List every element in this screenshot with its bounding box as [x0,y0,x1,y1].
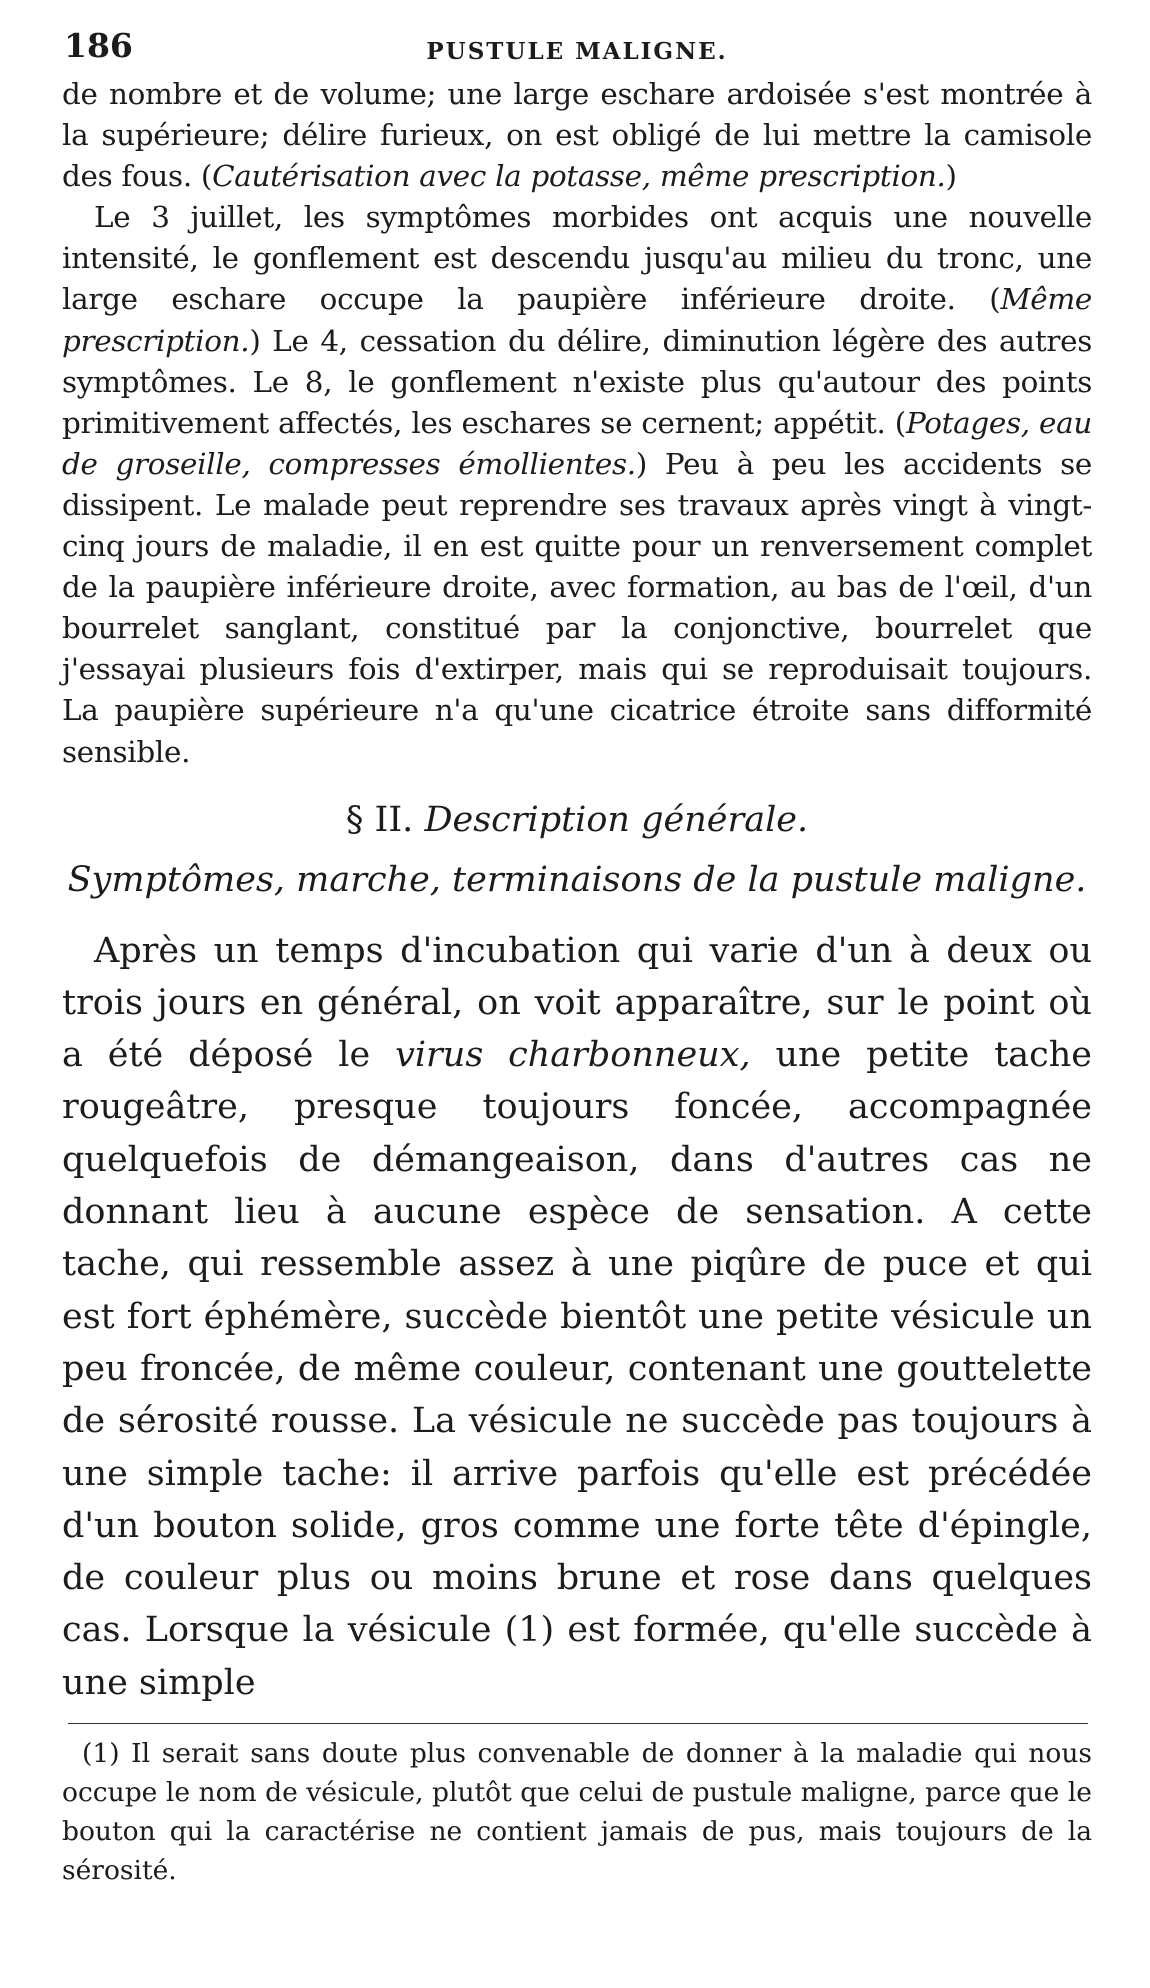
body-text: une petite tache rougeâtre, presque toujours foncée, accompagnée quelquefois de démangeaison, dans d'autres cas ne donnant lieu à aucune espèce de sensation. A cette tache, qui ressemble assez à une piqûre de puce et qui est fort éphémère, succède bientôt une petite vésicule un peu froncée, de même couleur, contenant une gouttelette de sérosité rousse. La vésicule ne succède pas toujours à une simple tache: il arrive parfois qu'elle est précédée d'un bouton solide, gros comme une forte tête d'épingle, de couleur plus ou moins brune et rose dans quelques cas. Lorsque la vésicule (1) est formée, qu'elle succède à une simple [62,1035,1092,1703]
case-paragraph-1 [62,74,1092,197]
case-prescription: Même prescription. [62,282,1092,358]
body-text: Après un temps d'incubation qui varie d'un à deux ou trois jours en général, on voit apparaître, sur le point où a été déposé le [62,930,1092,1076]
section-sign: § II. [345,799,414,840]
section-subtitle: Symptômes, marche, terminaisons de la pustule maligne. [67,859,1087,900]
running-title: PUSTULE MALIGNE. [426,38,728,65]
case-text: ) Peu à peu les accidents se dissipent. Le malade peut reprendre ses travaux après vingt à vingt-cinq jours de maladie, il en est quitte pour un renversement complet de la paupière inférieure droite, avec formation, au bas de l'œil, d'un bourrelet sanglant, constitué par la conjonctive, bourrelet que j'essayai plusieurs fois d'extirper, mais qui se reproduisait toujours. La paupière supérieure n'a qu'une cicatrice étroite sans difformité sensible. [62,446,1092,769]
book-page [62,26,1092,1890]
case-text: ) Le 4, cessation du délire, diminution légère des autres symptômes. Le 8, le gonflement n'existe plus qu'autour des points primitivement affectés, les eschares se cernent; appétit. ( [62,323,1092,440]
case-paragraph-2 [62,197,1092,772]
footnote-1: (1) Il serait sans doute plus convenable de donner à la maladie qui nous occupe le nom de vésicule, plutôt que celui de pustule maligne, parce que le bouton qui la caractérise ne contient jamais de pus, mais toujours de la sérosité. [62,1738,1092,1887]
case-prescription: Cautérisation avec la potasse, même prescription. [212,159,946,194]
running-head [62,26,1092,74]
section-heading [62,793,1092,847]
case-text: Le 3 juillet, les symptômes morbides ont acquis une nouvelle intensité, le gonflement est descendu jusqu'au milieu du tronc, une large eschare occupe la paupière inférieure droite. ( [62,200,1092,317]
main-body [62,925,1092,1709]
body-emphasis: virus charbonneux, [395,1035,751,1076]
case-observation [62,74,1092,773]
body-paragraph [62,925,1092,1709]
footnotes [62,1734,1092,1890]
footnote-rule [68,1723,1088,1724]
case-text: ) [945,159,957,194]
case-text: de nombre et de volume; une large eschare ardoisée s'est montrée à la supérieure; délire furieux, on est obligé de lui mettre la camisole des fous. ( [62,77,1092,194]
section-title: Description générale. [424,799,809,840]
page-number: 186 [64,26,133,65]
case-prescription: Potages, eau de groseille, compresses émollientes. [62,405,1092,481]
